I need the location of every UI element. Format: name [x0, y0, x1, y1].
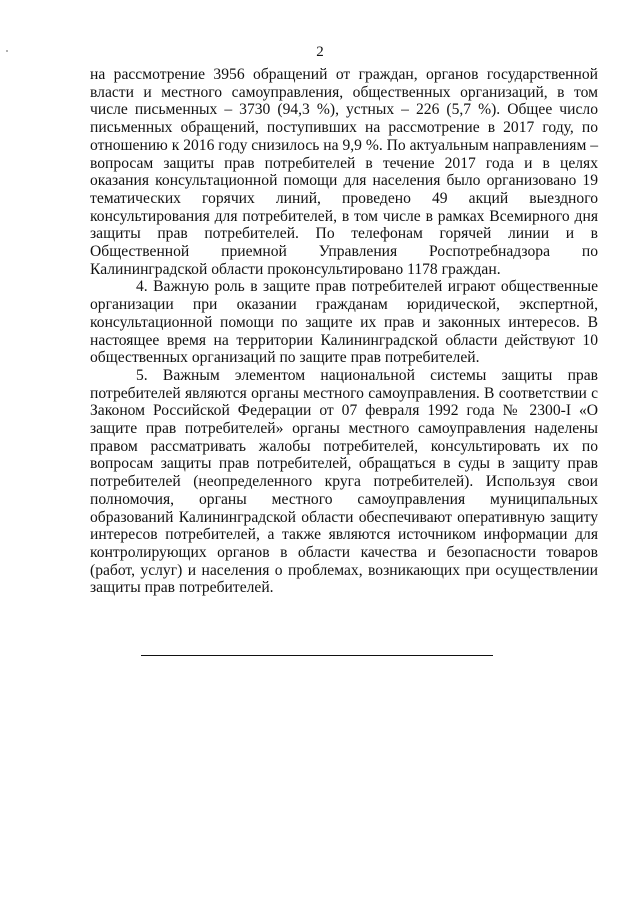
- paragraph-item-4: 4. Важную роль в защите прав потребителей играют общественные организации при оказании гражданам юридической, экспертной, консультационной помощи по защите их прав и законных интересов. В настоящее время на территории Калининградской области действуют 10 общественных организаций по защите прав потребителей.: [90, 278, 598, 367]
- paragraph-item-5: 5. Важным элементом национальной системы защиты прав потребителей являются органы местного самоуправления. В соответствии с Законом Российской Федерации от 07 февраля 1992 года № 2300-I «О защите прав потребителей» органы местного самоуправления наделены правом рассматривать жалобы потребителей, консультировать их по вопросам защиты прав потребителей, обращаться в суды в защиту прав потребителей (неопределенного круга потребителей). Используя свои полномочия, органы местного самоуправления муниципальных образований Калининградской области обеспечивают оперативную защиту интересов потребителей, а также являются источником информации для контролирующих органов в области качества и безопасности товаров (работ, услуг) и населения о проблемах, возникающих при осуществлении защиты прав потребителей.: [90, 366, 598, 597]
- document-body: [90, 66, 598, 597]
- end-separator-line: [141, 655, 493, 656]
- paragraph-continuation: на рассмотрение 3956 обращений от граждан, органов государственной власти и местного самоуправления, общественных организаций, в том числе письменных – 3730 (94,3 %), устных – 226 (5,7 %). Общее число письменных обращений, поступивших на рассмотрение в 2017 году, по отношению к 2016 году снизилось на 9,9 %. По актуальным направлениям – вопросам защиты прав потребителей в течение 2017 года и в целях оказания консультационной помощи для населения было организовано 19 тематических горячих линий, проведено 49 акций выездного консультирования для потребителей, в том числе в рамках Всемирного дня защиты прав потребителей. По телефонам горячей линии и в Общественной приемной Управления Роспотребнадзора по Калининградской области проконсультировано 1178 граждан.: [90, 66, 599, 278]
- page-number: 2: [316, 44, 324, 60]
